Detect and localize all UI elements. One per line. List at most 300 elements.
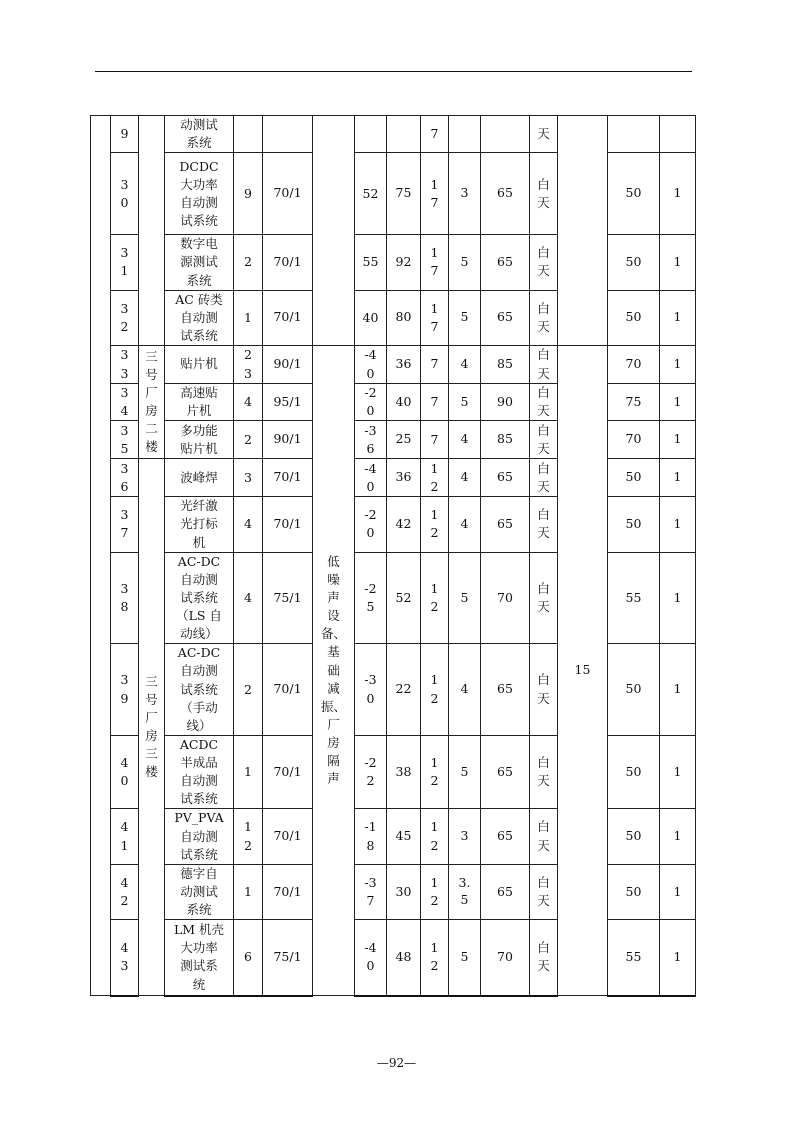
equipment-name-line: 贴片机: [180, 440, 218, 456]
value-h: [660, 116, 696, 153]
value-a: [355, 421, 387, 459]
time-cell-prev: [558, 116, 608, 346]
measures-cell-line: 声: [327, 771, 340, 787]
operating-time-line: 白: [537, 245, 550, 261]
equipment-name: [165, 116, 234, 153]
equipment-name-line: 贴片机: [180, 356, 218, 372]
value-c-line: 2: [430, 598, 439, 614]
value-c-line: 2: [430, 892, 439, 908]
spec-value: 70/1: [263, 153, 313, 235]
value-b: 38: [387, 735, 421, 809]
measures-cell-prev: [313, 116, 355, 346]
value-a-line: -2: [364, 385, 377, 400]
location-cell-2f-line: 楼: [145, 439, 158, 455]
measures-cell-line: 振、: [320, 698, 346, 714]
row-number-line: 4: [120, 940, 129, 956]
value-e: [481, 116, 530, 153]
quantity: [234, 346, 263, 384]
value-d: 3. 5: [449, 864, 481, 919]
value-h: 1: [660, 421, 696, 459]
operating-time-line: 白: [537, 460, 550, 476]
value-b: 52: [387, 552, 421, 644]
spec-value: 70/1: [263, 290, 313, 345]
equipment-name: [165, 384, 234, 421]
value-b: 42: [387, 497, 421, 552]
operating-time-line: 白: [537, 940, 550, 956]
value-h: 1: [660, 346, 696, 384]
value-a-line: 0: [366, 525, 375, 541]
equipment-name-line: 试系统: [180, 327, 218, 343]
equipment-name-line: 数字电: [180, 236, 218, 252]
value-a-line: 40: [362, 309, 379, 325]
quantity-line: 3: [244, 365, 252, 381]
location-cell-3f-line: 号: [145, 691, 158, 707]
row-number: [111, 864, 139, 919]
header-rule: [95, 71, 692, 72]
row-number-line: 3: [120, 507, 129, 523]
row-number-line: 3: [120, 176, 129, 192]
value-a: [355, 864, 387, 919]
value-b: [387, 116, 421, 153]
operating-time-line: 天: [537, 440, 550, 456]
row-number-line: 9: [120, 126, 129, 142]
row-number: [111, 644, 139, 736]
location-cell-3f-line: 三: [145, 746, 158, 762]
quantity: [234, 864, 263, 919]
equipment-name-line: 动测试: [180, 117, 218, 132]
quantity-line: 4: [244, 394, 252, 410]
operating-time-line: 天: [537, 194, 550, 210]
value-e: 65: [481, 864, 530, 919]
value-d: 4: [449, 346, 481, 384]
row-number-line: 0: [120, 194, 129, 210]
row-number: [111, 920, 139, 996]
equipment-name-line: 德字自: [180, 865, 218, 881]
spec-value: 70/1: [263, 644, 313, 736]
value-b: 45: [387, 809, 421, 864]
value-c: [421, 346, 449, 384]
measures-cell-line: 础: [327, 662, 340, 678]
equipment-name: [165, 346, 234, 384]
value-g: 50: [608, 864, 660, 919]
row-number-line: 3: [120, 422, 129, 438]
measures-cell-line: 隔: [327, 753, 340, 769]
value-a: [355, 735, 387, 809]
row-number: [111, 384, 139, 421]
measures-cell-line: 声: [327, 590, 340, 605]
value-c: [421, 290, 449, 345]
quantity-line: 1: [244, 764, 252, 780]
value-d: 4: [449, 421, 481, 459]
value-c-line: 1: [430, 874, 439, 890]
value-g: 55: [608, 552, 660, 644]
operating-time-line: 天: [537, 126, 550, 142]
equipment-name-line: 动线）: [180, 626, 218, 642]
value-e: 90: [481, 384, 530, 421]
value-c-line: 1: [430, 176, 439, 192]
value-a-line: 52: [362, 185, 379, 201]
location-cell-3f-line: 房: [145, 728, 158, 744]
spec-value: 90/1: [263, 421, 313, 459]
equipment-name: [165, 864, 234, 919]
value-c: [421, 116, 449, 153]
equipment-name-line: 机: [192, 534, 206, 550]
value-h: 1: [660, 384, 696, 421]
operating-time-line: 天: [537, 403, 550, 419]
value-g: [608, 116, 660, 153]
equipment-name-line: 自动测: [180, 773, 218, 789]
row-number: [111, 421, 139, 459]
equipment-name-line: 源测试: [180, 254, 218, 270]
value-b: 48: [387, 920, 421, 996]
value-h: 1: [660, 290, 696, 345]
value-c: [421, 920, 449, 996]
location-cell-2f-line: 三: [145, 348, 158, 364]
location-cell-2f: [139, 346, 165, 459]
location-cell-prev: [139, 116, 165, 346]
row-number-line: 2: [120, 318, 129, 334]
operating-time: [530, 735, 558, 809]
operating-time-line: 白: [537, 672, 550, 688]
operating-time-line: 天: [537, 690, 550, 706]
value-d: 3: [449, 809, 481, 864]
equipment-name: [165, 497, 234, 552]
value-a: [355, 497, 387, 552]
value-c-line: 1: [430, 507, 439, 523]
value-g: 55: [608, 920, 660, 996]
value-d: [449, 116, 481, 153]
row-number-line: 7: [120, 525, 129, 541]
operating-time: [530, 552, 558, 644]
value-a-line: -3: [364, 422, 377, 438]
value-a-line: 0: [366, 365, 375, 381]
operating-time-line: 天: [537, 892, 550, 908]
table-row: [91, 116, 696, 153]
value-a-line: 7: [366, 892, 375, 908]
equipment-name: [165, 153, 234, 235]
equipment-name-line: 动测试: [180, 883, 218, 899]
equipment-name-line: 多功能: [180, 422, 218, 438]
value-c-line: 2: [430, 837, 439, 853]
quantity-line: 2: [244, 681, 252, 697]
value-c-line: 7: [430, 394, 439, 410]
measures-cell-line: 房: [327, 735, 340, 750]
operating-time-line: 白: [537, 347, 550, 363]
value-c-line: 7: [430, 126, 439, 142]
equipment-name-line: （手动: [180, 699, 218, 715]
spec-value: 70/1: [263, 497, 313, 552]
value-c-line: 1: [430, 580, 439, 596]
row-number-line: 6: [120, 478, 129, 494]
operating-time-line: 天: [537, 478, 550, 494]
equipment-name-line: 线）: [186, 717, 212, 733]
quantity: [234, 290, 263, 345]
equipment-name-line: 自动测: [180, 194, 218, 210]
value-b: 36: [387, 346, 421, 384]
value-b: 36: [387, 459, 421, 497]
value-e: 65: [481, 235, 530, 290]
value-b: 80: [387, 290, 421, 345]
equipment-name: [165, 421, 234, 459]
value-a-line: -2: [364, 507, 377, 523]
value-c: [421, 153, 449, 235]
value-c: [421, 644, 449, 736]
quantity-line: 2: [244, 254, 252, 270]
value-c-line: 1: [430, 300, 439, 316]
row-number-line: 0: [120, 773, 129, 789]
row-number-line: 3: [120, 365, 129, 381]
operating-time: [530, 421, 558, 459]
operating-time: [530, 920, 558, 996]
equipment-name-line: 高速贴: [180, 385, 218, 400]
operating-time: [530, 153, 558, 235]
equipment-name-line: 自动测: [180, 663, 218, 679]
equipment-name-line: （LS 自: [176, 608, 222, 623]
measures-cell-line: 减: [327, 680, 340, 696]
quantity: [234, 384, 263, 421]
value-h: 1: [660, 920, 696, 996]
row-number: [111, 346, 139, 384]
equipment-name-line: 系统: [186, 902, 212, 917]
operating-time: [530, 459, 558, 497]
value-c-line: 2: [430, 478, 439, 494]
value-h: 1: [660, 153, 696, 235]
value-c: [421, 735, 449, 809]
page-number: —92—: [376, 1056, 417, 1070]
quantity-line: 4: [244, 516, 252, 532]
measures-cell-line: 低: [327, 553, 340, 569]
quantity-line: 2: [244, 837, 252, 853]
value-d: 3: [449, 153, 481, 235]
operating-time: [530, 864, 558, 919]
value-c-line: 1: [430, 940, 439, 956]
value-c: [421, 384, 449, 421]
equipment-name-line: 大功率: [180, 176, 218, 192]
value-e: 65: [481, 153, 530, 235]
location-cell-2f-line: 房: [145, 403, 158, 419]
operating-time-line: 天: [537, 263, 550, 279]
row-number-line: 2: [120, 892, 129, 908]
value-a-line: -3: [364, 874, 377, 890]
value-g: 50: [608, 290, 660, 345]
value-h: 1: [660, 459, 696, 497]
value-a-line: -4: [364, 460, 377, 476]
value-a-line: 2: [366, 773, 375, 789]
row-number-line: 3: [120, 460, 129, 476]
row-number-line: 3: [120, 245, 129, 261]
equipment-name-line: DCDC: [179, 158, 219, 174]
equipment-name-line: 波峰焊: [180, 469, 218, 485]
quantity-line: 3: [244, 469, 252, 485]
row-number-line: 4: [120, 403, 129, 419]
value-c: [421, 864, 449, 919]
value-d: 5: [449, 552, 481, 644]
row-number: [111, 153, 139, 235]
equipment-name-line: 半成品: [180, 755, 218, 770]
value-a: [355, 384, 387, 421]
equipment-name-line: 大功率: [180, 940, 218, 956]
spec-value: 70/1: [263, 459, 313, 497]
value-c-line: 1: [430, 460, 439, 476]
value-a: [355, 809, 387, 864]
equipment-name: [165, 735, 234, 809]
value-a-line: 0: [366, 478, 375, 494]
quantity: [234, 235, 263, 290]
value-b: 92: [387, 235, 421, 290]
measures-cell: [313, 346, 355, 996]
row-number-line: 4: [120, 819, 129, 835]
value-a: [355, 116, 387, 153]
operating-time: [530, 346, 558, 384]
row-number-line: 9: [120, 690, 129, 706]
value-c-line: 1: [430, 672, 439, 688]
spec-value: 90/1: [263, 346, 313, 384]
equipment-name-line: 系统: [186, 135, 212, 151]
spec-value: 70/1: [263, 735, 313, 809]
table-row: [91, 346, 696, 384]
operating-time-line: 白: [537, 300, 550, 316]
row-number-line: 8: [120, 598, 129, 614]
value-c-line: 7: [430, 431, 439, 447]
value-c: [421, 552, 449, 644]
equipment-name-line: ACDC: [179, 736, 219, 752]
equipment-name-line: 自动测: [180, 828, 218, 844]
equipment-name: [165, 235, 234, 290]
quantity: [234, 116, 263, 153]
location-cell-2f-line: 厂: [145, 385, 158, 400]
value-a-line: 0: [366, 690, 375, 706]
value-d: 4: [449, 459, 481, 497]
value-d: 5: [449, 920, 481, 996]
value-a-line: 5: [366, 598, 375, 614]
equipment-name-line: PV_PVA: [174, 810, 224, 826]
equipment-name-line: 试系统: [180, 589, 218, 605]
value-a: [355, 290, 387, 345]
value-a: [355, 346, 387, 384]
location-cell-3f: [139, 459, 165, 996]
value-c-line: 7: [430, 263, 439, 279]
value-a-line: 0: [366, 403, 375, 419]
equipment-name-line: 光打标: [180, 516, 218, 532]
equipment-name-line: 测试系: [180, 958, 218, 974]
operating-time-line: 天: [537, 365, 550, 381]
value-a-line: -3: [364, 672, 377, 688]
value-c-line: 7: [430, 194, 439, 210]
value-h: 1: [660, 497, 696, 552]
measures-cell-line: 备、: [320, 626, 346, 642]
spec-value: 75/1: [263, 552, 313, 644]
table-body: [91, 116, 696, 996]
value-e: 65: [481, 290, 530, 345]
value-g: 75: [608, 384, 660, 421]
row-number: [111, 290, 139, 345]
equipment-name: [165, 290, 234, 345]
value-a-line: 8: [366, 837, 375, 853]
row-number-line: 3: [120, 385, 129, 400]
value-a: [355, 644, 387, 736]
spec-value: 95/1: [263, 384, 313, 421]
row-number-line: 3: [120, 347, 129, 363]
operating-time-line: 天: [537, 773, 550, 789]
equipment-name-line: AC 砖类: [175, 291, 223, 307]
operating-time-line: 白: [537, 819, 550, 835]
quantity: [234, 552, 263, 644]
row-number: [111, 809, 139, 864]
operating-time: [530, 384, 558, 421]
outer-frame-column: [91, 116, 111, 996]
equipment-name: [165, 809, 234, 864]
location-cell-3f-line: 三: [145, 673, 158, 689]
value-h: 1: [660, 552, 696, 644]
operating-time-line: 天: [537, 958, 550, 974]
operating-time: [530, 809, 558, 864]
row-number: [111, 735, 139, 809]
value-d: 5: [449, 384, 481, 421]
value-d: 4: [449, 497, 481, 552]
value-h: 1: [660, 235, 696, 290]
value-g: 50: [608, 235, 660, 290]
value-e: 65: [481, 644, 530, 736]
value-h: 1: [660, 735, 696, 809]
value-g: 50: [608, 809, 660, 864]
spec-value: 75/1: [263, 920, 313, 996]
value-e: 65: [481, 459, 530, 497]
value-c-line: 2: [430, 958, 439, 974]
quantity: [234, 421, 263, 459]
operating-time: [530, 235, 558, 290]
value-h: 1: [660, 644, 696, 736]
value-c-line: 7: [430, 318, 439, 334]
value-h: 1: [660, 809, 696, 864]
value-g: 50: [608, 459, 660, 497]
value-c: [421, 459, 449, 497]
operating-time-line: 白: [537, 580, 550, 596]
operating-time-line: 天: [537, 837, 550, 853]
value-g: 50: [608, 153, 660, 235]
quantity-line: 1: [244, 309, 252, 325]
row-number-line: 5: [120, 440, 129, 456]
operating-time-line: 白: [537, 507, 550, 523]
row-number-line: 4: [120, 755, 129, 770]
value-b: 75: [387, 153, 421, 235]
location-cell-2f-line: 号: [145, 366, 158, 382]
operating-time-line: 白: [537, 422, 550, 438]
quantity: [234, 735, 263, 809]
equipment-name-line: 系统: [186, 272, 212, 288]
equipment-name-line: 试系统: [180, 681, 218, 697]
spec-value: [263, 116, 313, 153]
value-b: 22: [387, 644, 421, 736]
quantity: [234, 644, 263, 736]
value-e: 65: [481, 497, 530, 552]
measures-cell-line: 设: [327, 608, 340, 624]
value-c-line: 2: [430, 773, 439, 789]
row-number-line: 1: [120, 263, 129, 279]
equipment-name-line: 试系统: [180, 846, 218, 862]
value-a: [355, 153, 387, 235]
spec-value: 70/1: [263, 235, 313, 290]
value-g: 70: [608, 421, 660, 459]
value-a-line: -1: [364, 819, 377, 835]
operating-time-line: 白: [537, 874, 550, 890]
value-d: 5: [449, 235, 481, 290]
row-number: [111, 552, 139, 644]
value-a: [355, 552, 387, 644]
location-cell-2f-line: 二: [145, 421, 158, 437]
equipment-name-line: 片机: [186, 403, 212, 419]
value-c-line: 1: [430, 755, 439, 770]
row-number-line: 4: [120, 874, 129, 890]
